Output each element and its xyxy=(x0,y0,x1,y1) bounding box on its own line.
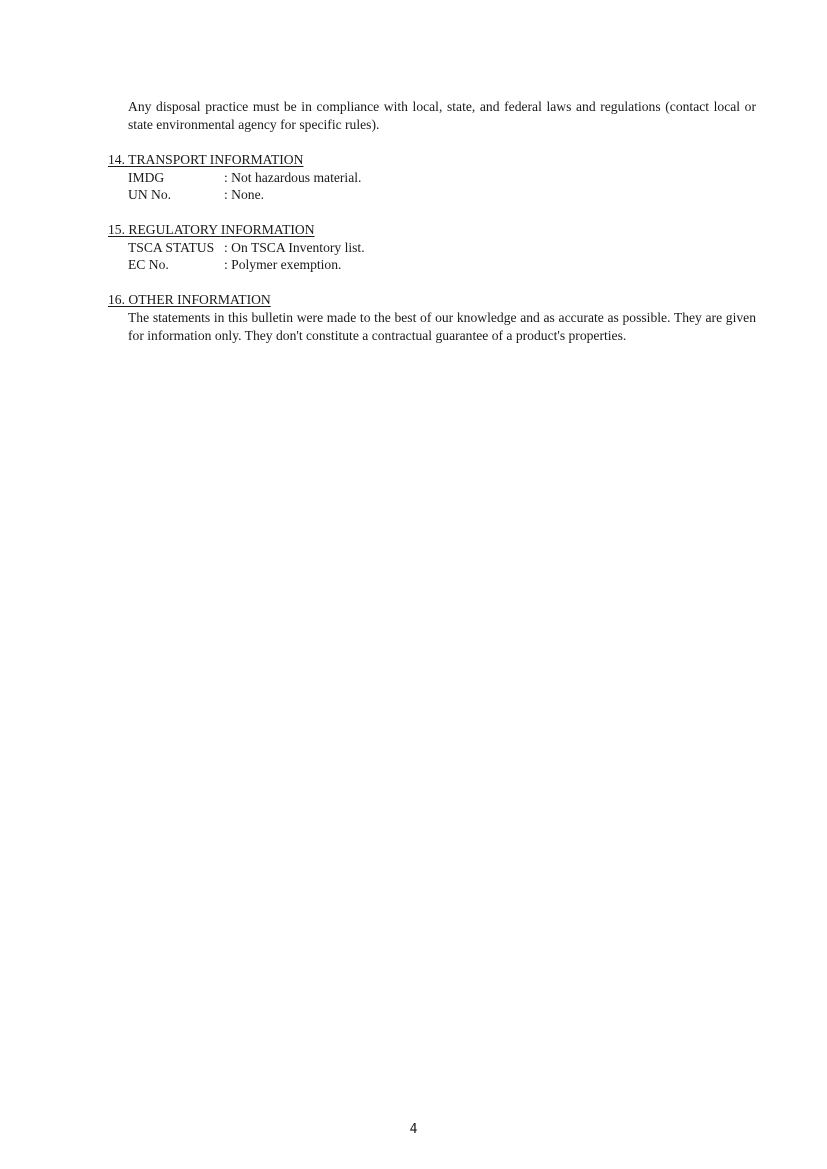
section-14-heading: 14. TRANSPORT INFORMATION xyxy=(108,152,304,167)
row-value: : Polymer exemption. xyxy=(224,257,342,272)
row-value: : None. xyxy=(224,187,265,202)
section-15-heading: 15. REGULATORY INFORMATION xyxy=(108,222,315,237)
transport-row-un xyxy=(128,186,264,204)
regulatory-row-tsca xyxy=(128,239,365,257)
transport-row-imdg xyxy=(128,169,361,187)
row-value: : On TSCA Inventory list. xyxy=(224,240,365,255)
regulatory-row-ec xyxy=(128,256,341,274)
page-number: 4 xyxy=(409,1122,418,1137)
disposal-note: Any disposal practice must be in compliance with local, state, and federal laws and regulations (contact local or state environmental agency for specific rules). xyxy=(128,99,756,132)
row-key: IMDG xyxy=(128,170,165,185)
row-key: UN No. xyxy=(128,187,172,202)
other-information-text: The statements in this bulletin were made to the best of our knowledge and as accurate as possible. They are given for information only. They don't constitute a contractual guarantee of a product's properties. xyxy=(128,310,756,343)
row-key: EC No. xyxy=(128,257,169,272)
row-value: : Not hazardous material. xyxy=(224,170,362,185)
section-16-heading: 16. OTHER INFORMATION xyxy=(108,292,271,307)
row-key: TSCA STATUS xyxy=(128,240,215,255)
